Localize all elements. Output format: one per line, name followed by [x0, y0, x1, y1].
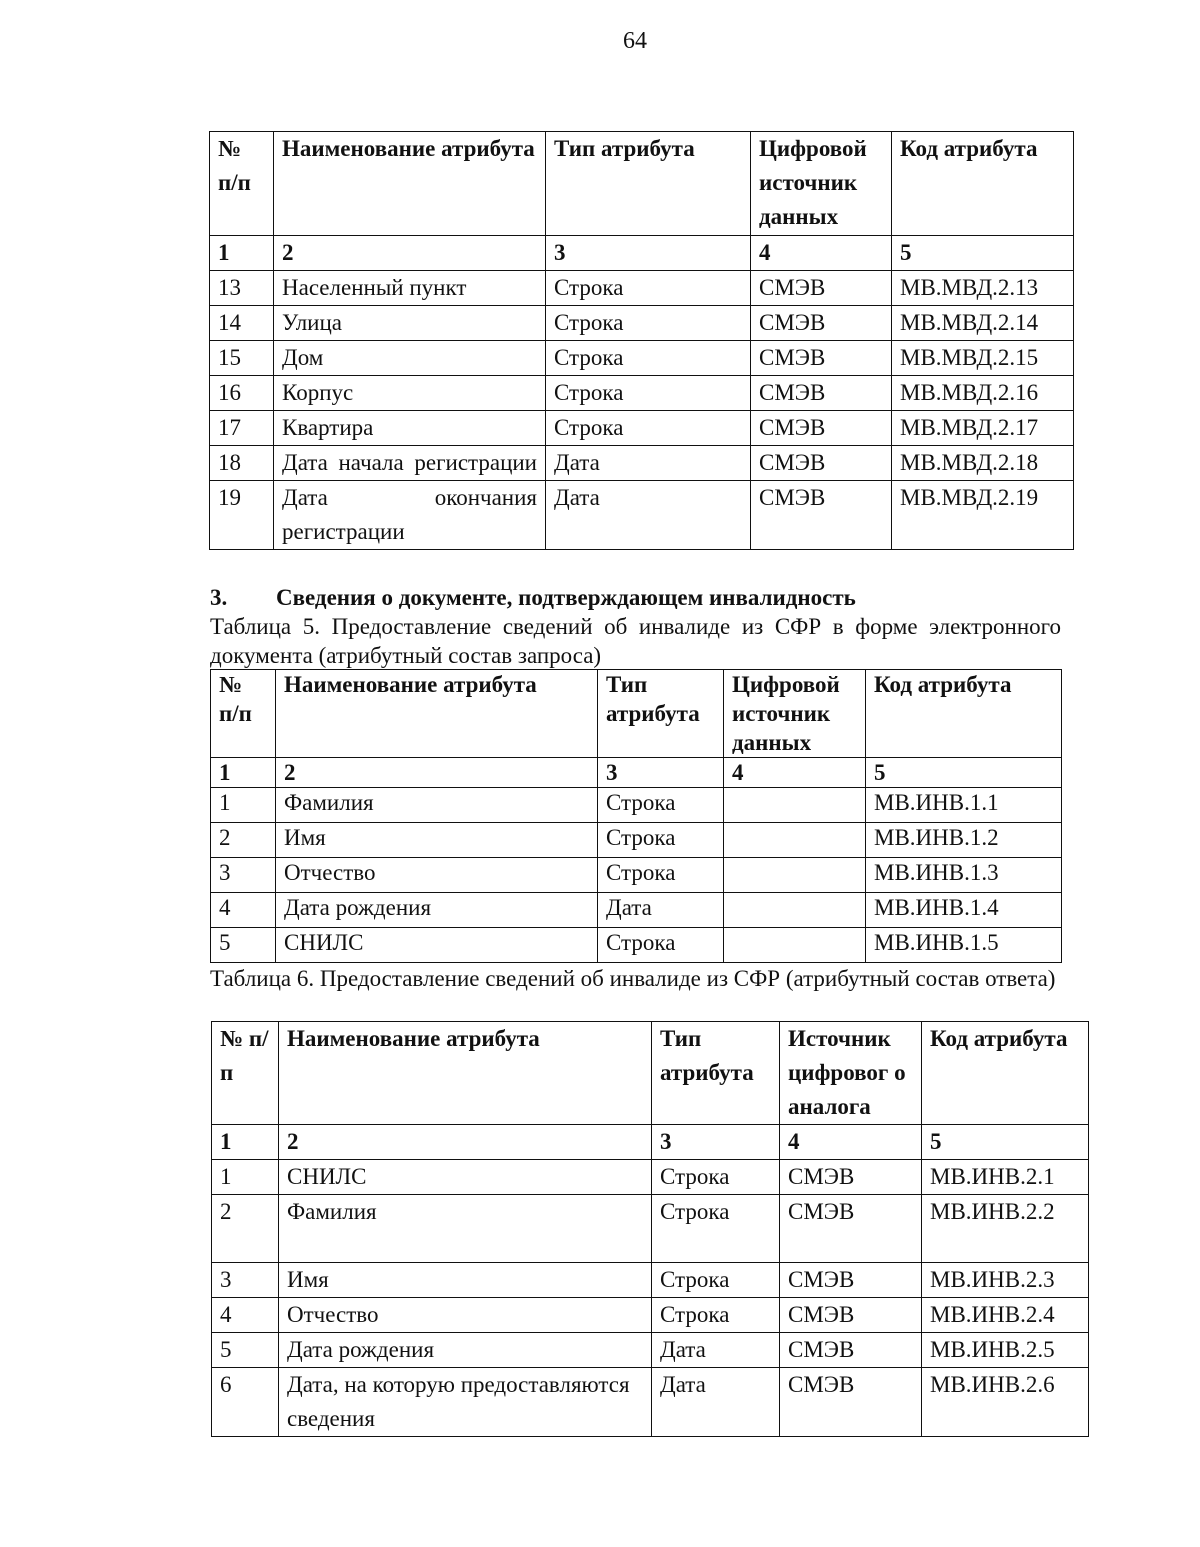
header-cell: Наименование атрибута [276, 670, 598, 758]
row-number: 19 [210, 481, 274, 550]
table-row [210, 341, 1074, 376]
attribute-code: МВ.МВД.2.13 [892, 271, 1074, 306]
data-source: СМЭВ [780, 1333, 922, 1368]
table-row [212, 1333, 1089, 1368]
column-number: 4 [780, 1125, 922, 1160]
row-number: 1 [211, 788, 276, 823]
header-cell: Код атрибута [866, 670, 1062, 758]
row-number: 15 [210, 341, 274, 376]
column-number: 3 [598, 758, 724, 788]
data-source [724, 928, 866, 963]
attribute-code: МВ.ИНВ.1.5 [866, 928, 1062, 963]
attribute-code: МВ.ИНВ.2.5 [922, 1333, 1089, 1368]
section-heading [210, 583, 856, 613]
page-number: 64 [623, 28, 647, 54]
attribute-name: Фамилия [276, 788, 598, 823]
header-cell: Тип атрибута [546, 132, 751, 236]
table-header-row [211, 670, 1062, 758]
row-number: 6 [212, 1368, 279, 1437]
column-number: 3 [652, 1125, 780, 1160]
table-row [210, 271, 1074, 306]
column-number-row [211, 758, 1062, 788]
column-number: 1 [212, 1125, 279, 1160]
row-number: 3 [211, 858, 276, 893]
header-cell: Код атрибута [892, 132, 1074, 236]
table-row [210, 446, 1074, 481]
row-number: 4 [212, 1298, 279, 1333]
table-row [211, 858, 1062, 893]
column-number: 4 [751, 236, 892, 271]
attribute-code: МВ.МВД.2.15 [892, 341, 1074, 376]
data-source [724, 788, 866, 823]
table-row [212, 1298, 1089, 1333]
data-source: СМЭВ [780, 1298, 922, 1333]
column-number: 2 [274, 236, 546, 271]
header-cell: № п/п [211, 670, 276, 758]
attribute-code: МВ.ИНВ.2.3 [922, 1263, 1089, 1298]
address-attributes-table [209, 131, 1074, 550]
header-cell: Тип атрибута [598, 670, 724, 758]
section-title: Сведения о документе, подтверждающем инвалидность [276, 585, 856, 610]
attribute-name: СНИЛС [276, 928, 598, 963]
row-number: 5 [211, 928, 276, 963]
table-row [210, 376, 1074, 411]
attribute-type: Строка [598, 858, 724, 893]
header-cell: № п/п [210, 132, 274, 236]
table-row [211, 788, 1062, 823]
attribute-name: Улица [274, 306, 546, 341]
attribute-code: МВ.ИНВ.1.3 [866, 858, 1062, 893]
attribute-code: МВ.МВД.2.17 [892, 411, 1074, 446]
row-number: 2 [211, 823, 276, 858]
row-number: 2 [212, 1195, 279, 1263]
attribute-name: Фамилия [279, 1195, 652, 1263]
attribute-type: Строка [546, 271, 751, 306]
attribute-name: СНИЛС [279, 1160, 652, 1195]
response-attributes-table [211, 1021, 1089, 1437]
attribute-name: Корпус [274, 376, 546, 411]
attribute-code: МВ.ИНВ.1.1 [866, 788, 1062, 823]
data-source: СМЭВ [751, 411, 892, 446]
attribute-code: МВ.МВД.2.18 [892, 446, 1074, 481]
attribute-type: Дата [598, 893, 724, 928]
attribute-code: МВ.МВД.2.14 [892, 306, 1074, 341]
row-number: 18 [210, 446, 274, 481]
column-number: 3 [546, 236, 751, 271]
column-number: 5 [866, 758, 1062, 788]
attribute-type: Дата [546, 481, 751, 550]
header-cell: Источник цифровог о аналога [780, 1022, 922, 1125]
data-source: СМЭВ [751, 481, 892, 550]
attribute-name: Дата окончания регистрации [274, 481, 546, 550]
attribute-code: МВ.МВД.2.16 [892, 376, 1074, 411]
header-cell: Тип атрибута [652, 1022, 780, 1125]
data-source: СМЭВ [780, 1263, 922, 1298]
header-cell: Цифровой источник данных [751, 132, 892, 236]
attribute-code: МВ.ИНВ.1.4 [866, 893, 1062, 928]
data-source: СМЭВ [780, 1195, 922, 1263]
attribute-name: Дата начала регистрации [274, 446, 546, 481]
attribute-code: МВ.ИНВ.2.2 [922, 1195, 1089, 1263]
attribute-name: Отчество [276, 858, 598, 893]
attribute-code: МВ.ИНВ.2.1 [922, 1160, 1089, 1195]
attribute-code: МВ.МВД.2.19 [892, 481, 1074, 550]
row-number: 1 [212, 1160, 279, 1195]
column-number-row [210, 236, 1074, 271]
attribute-type: Дата [652, 1368, 780, 1437]
table-row [212, 1263, 1089, 1298]
table-row [210, 481, 1074, 550]
table-row [210, 411, 1074, 446]
data-source: СМЭВ [751, 306, 892, 341]
attribute-type: Строка [598, 788, 724, 823]
column-number: 1 [211, 758, 276, 788]
attribute-name: Отчество [279, 1298, 652, 1333]
header-cell: Наименование атрибута [274, 132, 546, 236]
table-row [212, 1368, 1089, 1437]
column-number: 2 [276, 758, 598, 788]
attribute-name: Дата рождения [279, 1333, 652, 1368]
table-row [211, 928, 1062, 963]
attribute-type: Строка [546, 341, 751, 376]
row-number: 14 [210, 306, 274, 341]
attribute-code: МВ.ИНВ.2.4 [922, 1298, 1089, 1333]
data-source: СМЭВ [780, 1368, 922, 1437]
data-source [724, 823, 866, 858]
attribute-code: МВ.ИНВ.2.6 [922, 1368, 1089, 1437]
request-attributes-table [210, 669, 1062, 963]
data-source: СМЭВ [751, 341, 892, 376]
attribute-code: МВ.ИНВ.1.2 [866, 823, 1062, 858]
attribute-name: Населенный пункт [274, 271, 546, 306]
table-caption: Таблица 6. Предоставление сведений об инвалиде из СФР (атрибутный состав ответа) [210, 966, 1056, 991]
row-number: 3 [212, 1263, 279, 1298]
attribute-type: Дата [546, 446, 751, 481]
section-number: 3. [210, 585, 228, 610]
column-number: 5 [922, 1125, 1089, 1160]
table-caption: Таблица 5. Предоставление сведений об инвалиде из СФР в форме электронного документа (атрибутный состав запроса) [210, 614, 1061, 668]
header-cell: Цифровой источник данных [724, 670, 866, 758]
attribute-name: Дата, на которую предоставляются сведения [279, 1368, 652, 1437]
attribute-type: Строка [546, 411, 751, 446]
column-number: 5 [892, 236, 1074, 271]
attribute-type: Дата [652, 1333, 780, 1368]
table-header-row [212, 1022, 1089, 1125]
column-number: 1 [210, 236, 274, 271]
attribute-type: Строка [652, 1263, 780, 1298]
table-row [212, 1195, 1089, 1263]
header-cell: № п/п [212, 1022, 279, 1125]
row-number: 13 [210, 271, 274, 306]
table-row [210, 306, 1074, 341]
table-row [211, 823, 1062, 858]
attribute-type: Строка [546, 376, 751, 411]
row-number: 16 [210, 376, 274, 411]
attribute-name: Имя [276, 823, 598, 858]
row-number: 5 [212, 1333, 279, 1368]
data-source [724, 858, 866, 893]
attribute-name: Дата рождения [276, 893, 598, 928]
attribute-type: Строка [652, 1195, 780, 1263]
attribute-type: Строка [598, 928, 724, 963]
attribute-type: Строка [546, 306, 751, 341]
data-source: СМЭВ [780, 1160, 922, 1195]
attribute-name: Дом [274, 341, 546, 376]
data-source [724, 893, 866, 928]
data-source: СМЭВ [751, 376, 892, 411]
column-number: 4 [724, 758, 866, 788]
attribute-name: Имя [279, 1263, 652, 1298]
column-number-row [212, 1125, 1089, 1160]
attribute-type: Строка [652, 1298, 780, 1333]
table-header-row [210, 132, 1074, 236]
attribute-name: Квартира [274, 411, 546, 446]
data-source: СМЭВ [751, 271, 892, 306]
header-cell: Наименование атрибута [279, 1022, 652, 1125]
header-cell: Код атрибута [922, 1022, 1089, 1125]
attribute-type: Строка [598, 823, 724, 858]
attribute-type: Строка [652, 1160, 780, 1195]
data-source: СМЭВ [751, 446, 892, 481]
table-row [211, 893, 1062, 928]
column-number: 2 [279, 1125, 652, 1160]
table-row [212, 1160, 1089, 1195]
row-number: 4 [211, 893, 276, 928]
row-number: 17 [210, 411, 274, 446]
